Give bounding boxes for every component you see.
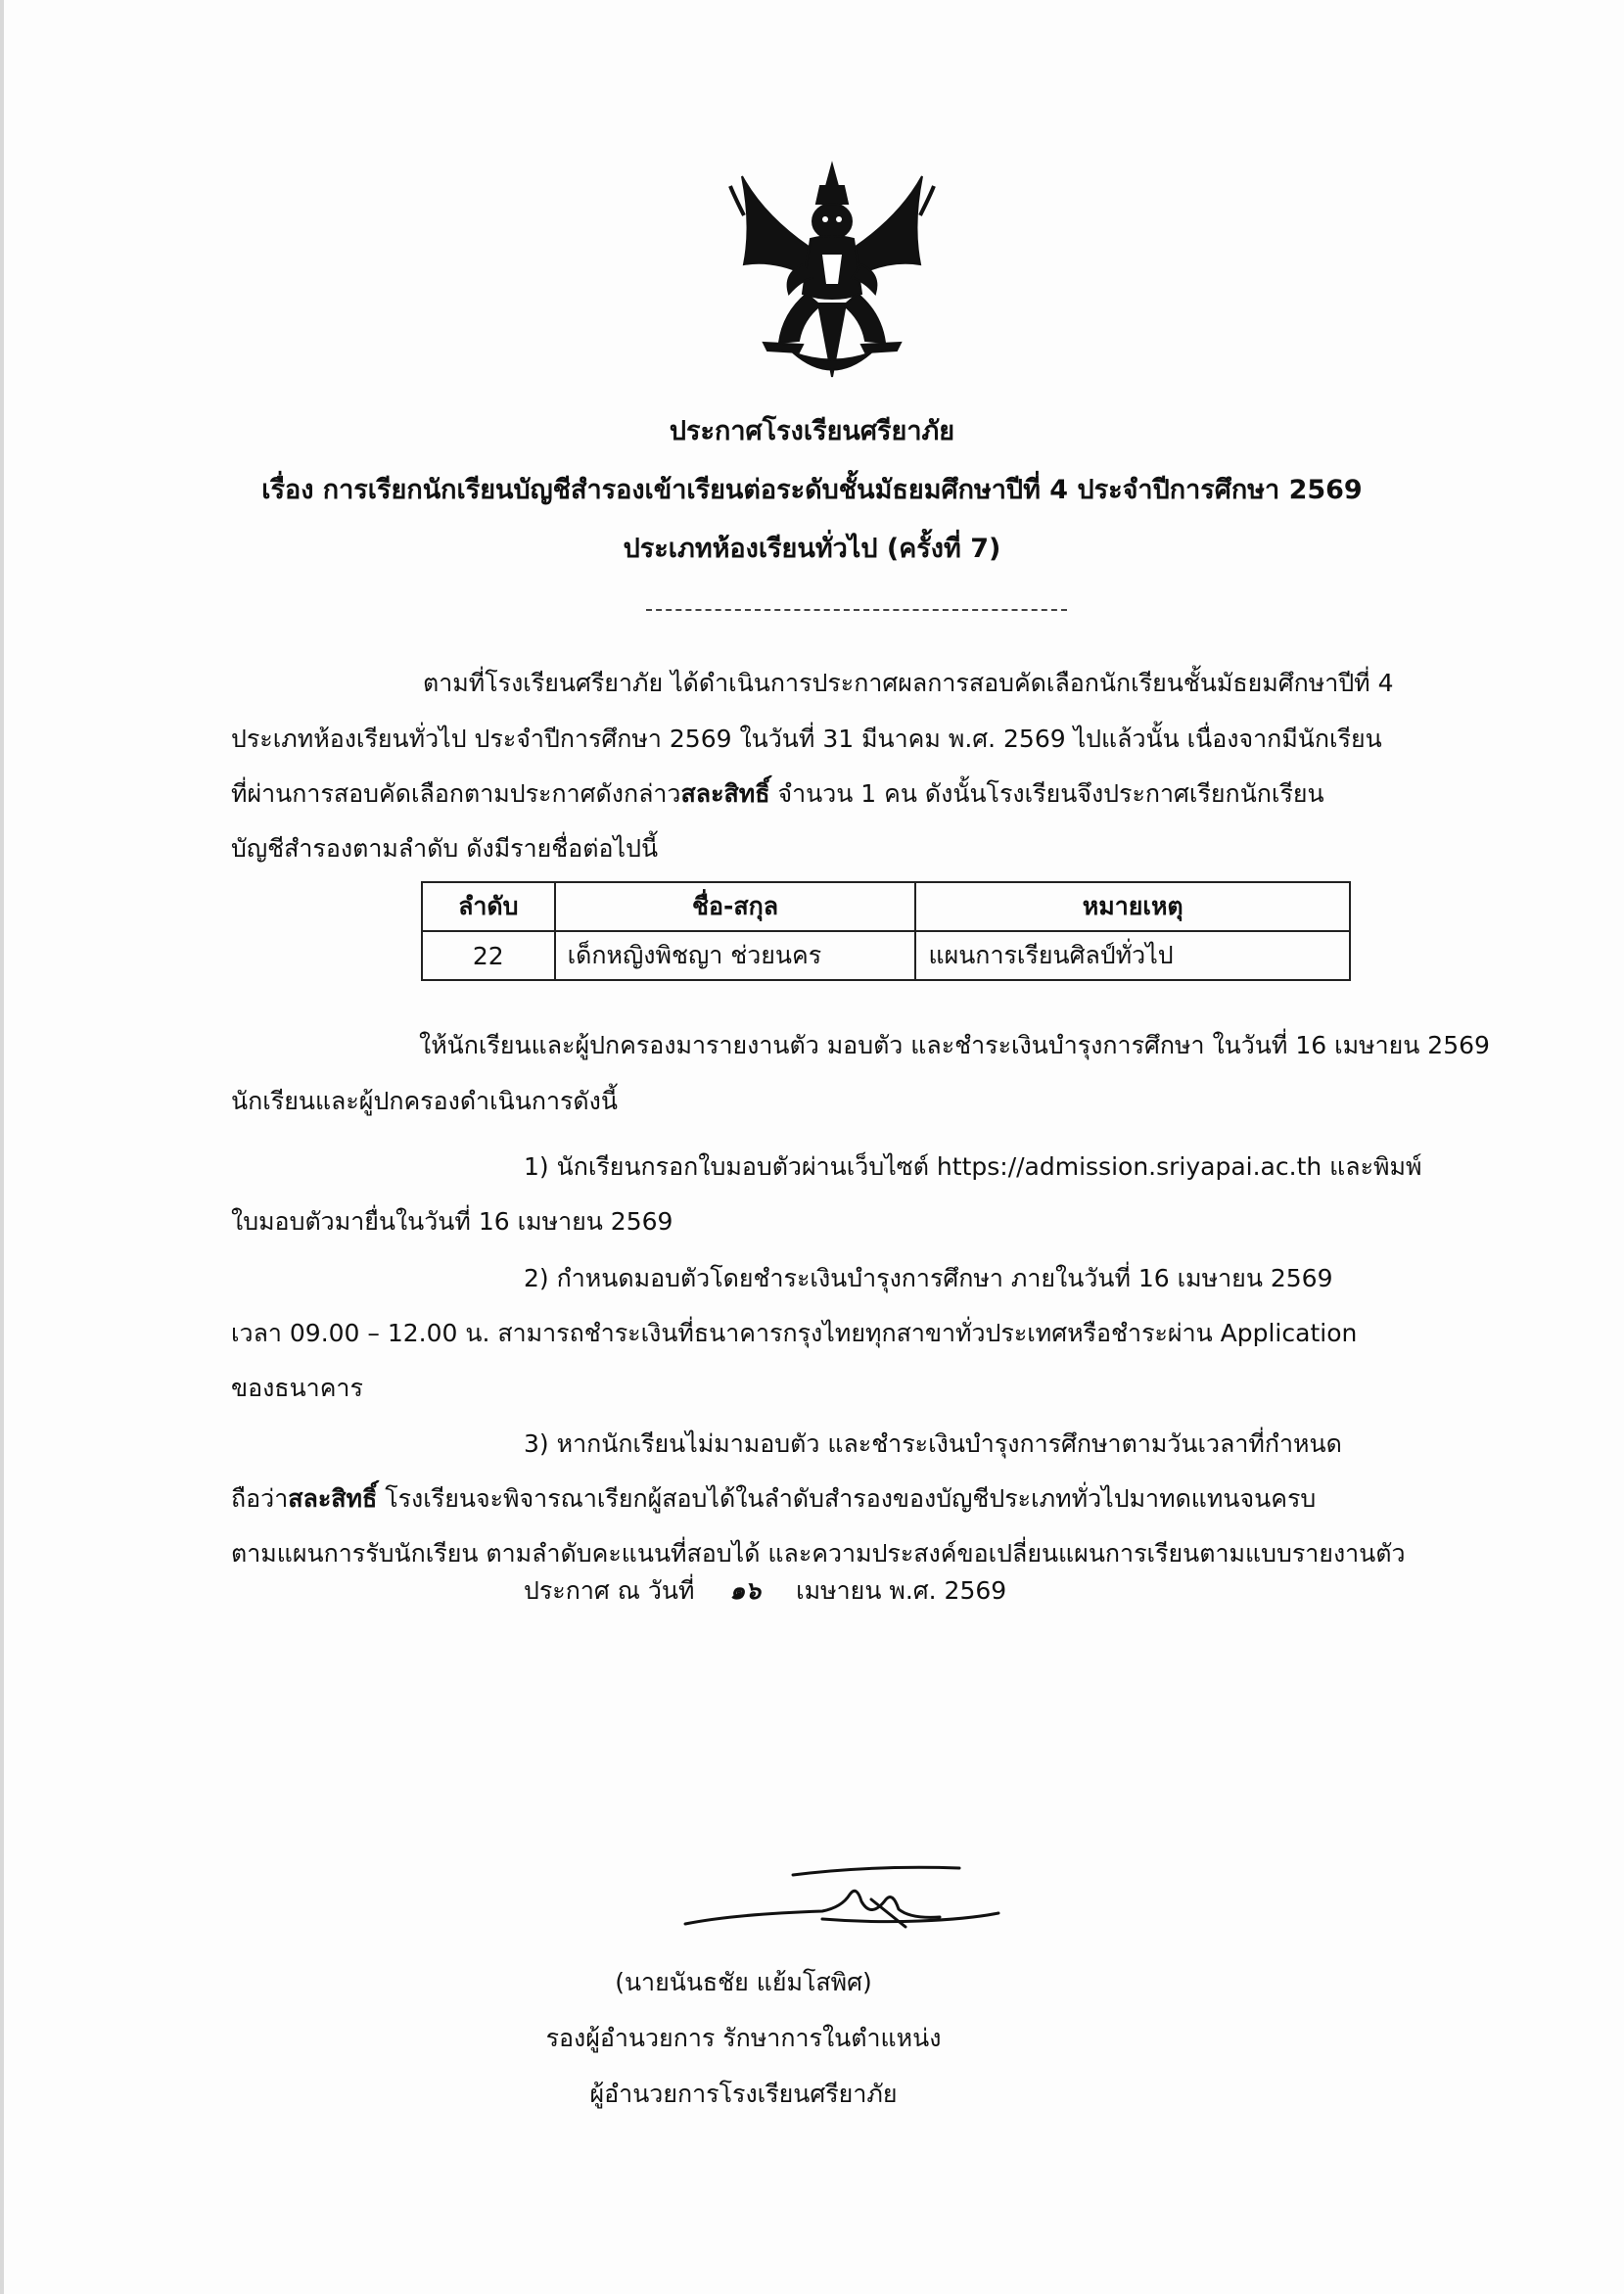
cell-note: แผนการเรียนศิลป์ทั่วไป (915, 931, 1350, 980)
document-subject: เรื่อง การเรียกนักเรียนบัญชีสำรองเข้าเรียนต่อระดับชั้นมัธยมศึกษาปีที่ 4 ประจำปีการศึกษา 2569 (261, 475, 1363, 505)
item-2-line-2: เวลา 09.00 – 12.00 น. สามารถชำระเงินที่ธนาคารกรุงไทยทุกสาขาทั่วประเทศหรือชำระผ่าน Application (231, 1319, 1358, 1347)
intro-line-1: ตามที่โรงเรียนศรียาภัย ได้ดำเนินการประกาศผลการสอบคัดเลือกนักเรียนชั้นมัธยมศึกษาปีที่ 4 (423, 669, 1394, 697)
garuda-emblem-icon (724, 157, 940, 387)
item-2-line-1: 2) กำหนดมอบตัวโดยชำระเงินบำรุงการศึกษา ภายในวันที่ 16 เมษายน 2569 (524, 1264, 1333, 1292)
item-2-line-3: ของธนาคาร (231, 1374, 363, 1402)
item-3-line-2-rest: โรงเรียนจะพิจารณาเรียกผู้สอบได้ในลำดับสำรองของบัญชีประเภททั่วไปมาทดแทนจนครบ (377, 1484, 1317, 1513)
cell-name: เด็กหญิงพิชญา ช่วยนคร (555, 931, 916, 980)
date-suffix: เมษายน พ.ศ. 2569 (796, 1576, 1007, 1605)
signer-position-1: รองผู้อำนวยการ รักษาการในตำแหน่ง (545, 2024, 942, 2052)
item-3-line-3: ตามแผนการรับนักเรียน ตามลำดับคะแนนที่สอบได้ และความประสงค์ขอเปลี่ยนแผนการเรียนตามแบบรายงานตัว (231, 1539, 1406, 1568)
signer-position-2: ผู้อำนวยการโรงเรียนศรียาภัย (589, 2080, 898, 2108)
forfeit-emphasis-2: สละสิทธิ์ (288, 1484, 378, 1513)
cell-order: 22 (422, 931, 555, 980)
col-note-header: หมายเหตุ (915, 882, 1350, 931)
signature-icon (675, 1841, 1067, 1958)
scan-edge (0, 0, 4, 2294)
date-prefix: ประกาศ ณ วันที่ (524, 1576, 695, 1605)
table-header-row (422, 882, 1350, 931)
intro-line-3 (231, 770, 1324, 819)
intro-line-3-rest: จำนวน 1 คน ดังนั้นโรงเรียนจึงประกาศเรียกนักเรียน (769, 779, 1324, 808)
forfeit-emphasis: สละสิทธิ์ (680, 779, 770, 808)
col-name-header: ชื่อ-สกุล (555, 882, 916, 931)
item-3-line-1: 3) หากนักเรียนไม่มามอบตัว และชำระเงินบำรุงการศึกษาตามวันเวลาที่กำหนด (524, 1429, 1342, 1458)
col-order-header: ลำดับ (422, 882, 555, 931)
table-row (422, 931, 1350, 980)
intro-line-4: บัญชีสำรองตามลำดับ ดังมีรายชื่อต่อไปนี้ (231, 834, 659, 863)
document-subtitle: ประเภทห้องเรียนทั่วไป (ครั้งที่ 7) (623, 534, 1001, 564)
item-3-line-2 (231, 1475, 1316, 1523)
student-table (421, 881, 1351, 981)
item-1-line-2: ใบมอบตัวมายื่นในวันที่ 16 เมษายน 2569 (231, 1207, 673, 1236)
announcement-date (524, 1567, 1006, 1615)
signer-name: (นายนันธชัย แย้มโสพิศ) (615, 1968, 872, 1996)
intro-line-3-text: ที่ผ่านการสอบคัดเลือกตามประกาศดังกล่าว (231, 779, 681, 808)
document-title: ประกาศโรงเรียนศรียาภัย (669, 416, 955, 446)
item-1-line-1: 1) นักเรียนกรอกใบมอบตัวผ่านเว็บไซต์ https://admission.sriyapai.ac.th และพิมพ์ (524, 1152, 1422, 1181)
dashed-divider (646, 609, 1067, 611)
date-day-handwritten: ๑๖ (729, 1576, 762, 1605)
intro-line-2: ประเภทห้องเรียนทั่วไป ประจำปีการศึกษา 2569 ในวันที่ 31 มีนาคม พ.ศ. 2569 ไปแล้วนั้น เนื่องจากมีนักเรียน (231, 725, 1382, 753)
item-3-line-2-text: ถือว่า (231, 1484, 289, 1513)
instructions-line-1: ให้นักเรียนและผู้ปกครองมารายงานตัว มอบตัว และชำระเงินบำรุงการศึกษา ในวันที่ 16 เมษายน 2569 (419, 1031, 1490, 1059)
instructions-line-2: นักเรียนและผู้ปกครองดำเนินการดังนี้ (231, 1087, 618, 1115)
